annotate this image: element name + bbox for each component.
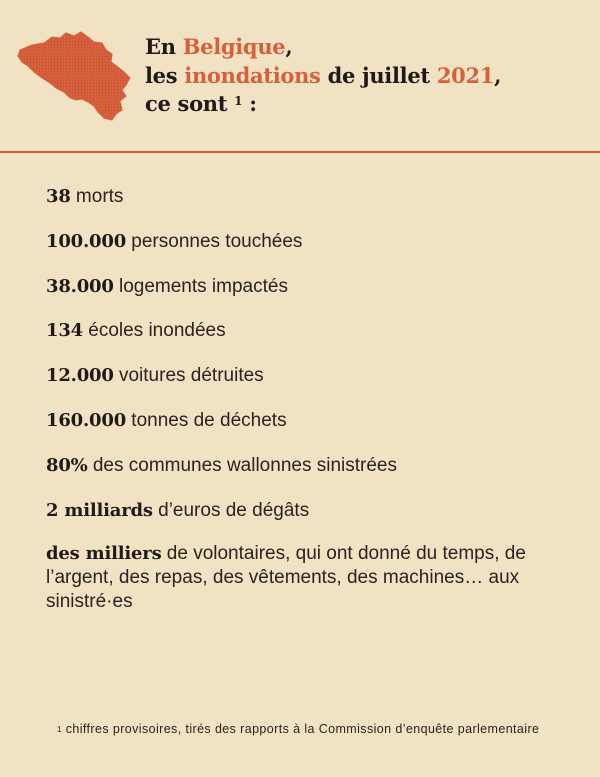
stat-number: 12.000	[46, 365, 114, 387]
stat-label: voitures détruites	[113, 365, 264, 387]
title-line-2	[145, 62, 501, 91]
header	[0, 0, 600, 152]
stat-label: des communes wallonnes sinistrées	[87, 454, 397, 476]
stat-label: écoles inondées	[82, 320, 226, 342]
title-text: les	[145, 62, 185, 88]
stat-number: 38	[46, 186, 71, 207]
title-text: En	[145, 34, 183, 59]
title-text: ,	[494, 62, 502, 88]
footnote-marker: 1	[57, 725, 62, 734]
stat-label: d’euros de dégâts	[152, 499, 310, 521]
stat-label: de volontaires, qui ont donné du temps, de l’argent, des repas, des vêtements, des machines… aux sinistré·es	[46, 543, 526, 613]
belgium-map-icon	[14, 28, 132, 122]
title-line-1	[145, 33, 501, 62]
stat-communes	[46, 453, 576, 479]
stat-number: 160.000	[46, 409, 127, 431]
stat-damage	[46, 498, 576, 524]
title-accent-event: inondations	[184, 62, 321, 88]
stat-number: 134	[46, 320, 83, 342]
title-accent-year: 2021	[436, 62, 495, 88]
stat-number: 2 milliards	[46, 499, 153, 521]
stat-number: des milliers	[46, 543, 162, 565]
title-text: :	[242, 91, 257, 116]
title-text: de juillet	[320, 62, 437, 88]
stat-label: tonnes de déchets	[126, 409, 287, 431]
stat-volunteers	[46, 542, 576, 614]
stat-cars	[46, 363, 576, 389]
stat-number: 80%	[46, 454, 88, 476]
stat-number: 38.000	[46, 275, 114, 297]
stat-deaths	[46, 184, 576, 210]
footnote-marker: 1	[234, 94, 243, 108]
stats-list	[46, 184, 576, 633]
stat-label: morts	[70, 186, 124, 207]
title-accent-country: Belgique	[182, 34, 286, 59]
page-title	[145, 33, 501, 119]
title-line-3	[145, 90, 501, 119]
divider	[0, 151, 600, 153]
stat-schools	[46, 318, 576, 344]
stat-waste	[46, 408, 576, 434]
footnote	[57, 722, 557, 737]
stat-people-affected	[46, 229, 576, 255]
title-text: ce sont	[145, 91, 235, 116]
stat-label: logements impactés	[113, 275, 288, 297]
title-text: ,	[285, 34, 293, 59]
stat-label: personnes touchées	[126, 230, 303, 252]
stat-number: 100.000	[46, 230, 127, 252]
stat-housing	[46, 274, 576, 300]
footnote-text: chiffres provisoires, tirés des rapports à la Commission d’enquête parlementaire	[61, 722, 540, 736]
